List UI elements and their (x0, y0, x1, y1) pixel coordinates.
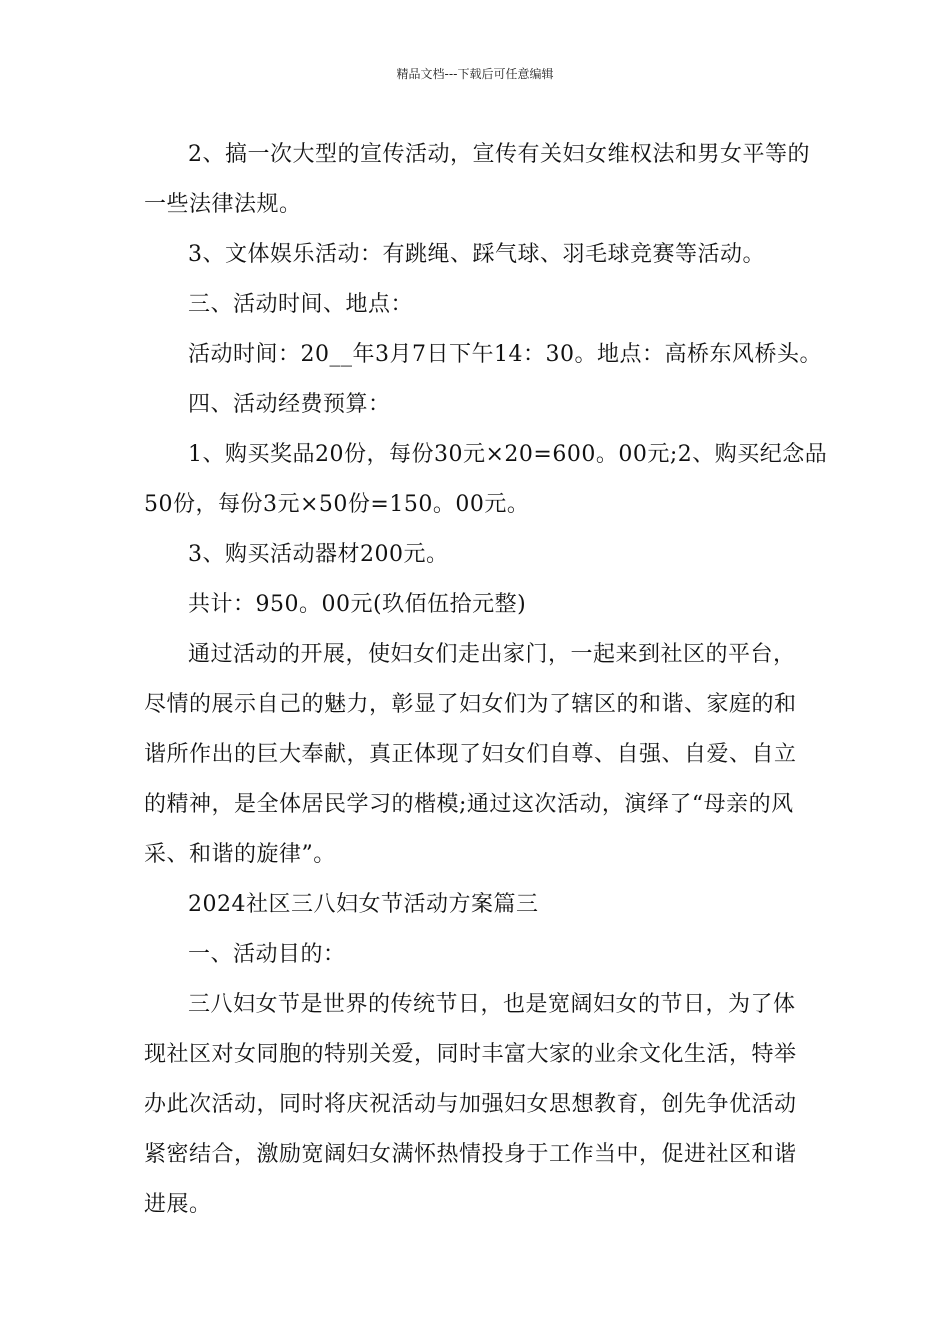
text-line: 紧密结合，激励宽阔妇女满怀热情投身于工作当中，促进社区和谐 (144, 1142, 797, 1167)
section-title-plan-3 (144, 880, 808, 930)
text-line: 三、活动时间、地点： (188, 292, 414, 317)
paragraph-time-place (144, 330, 822, 380)
document-body (144, 130, 828, 1230)
text-line: 的精神，是全体居民学习的楷模;通过这次活动，演绎了“母亲的风 (144, 792, 794, 817)
text-line: 进展。 (144, 1192, 212, 1217)
text-line: 3、文体娱乐活动：有跳绳、踩气球、羽毛球竞赛等活动。 (188, 242, 765, 267)
text-line: 2、搞一次大型的宣传活动，宣传有关妇女维权法和男女平等的 (188, 142, 810, 167)
section-heading-budget (144, 380, 808, 430)
text-line: 三八妇女节是世界的传统节日，也是宽阔妇女的节日，为了体 (188, 992, 796, 1017)
paragraph-summary (144, 630, 808, 880)
text-line: 采、和谐的旋律”。 (144, 842, 336, 867)
text-line: 尽情的展示自己的魅力，彰显了妇女们为了辖区的和谐、家庭的和 (144, 692, 797, 717)
section-heading-time-place (144, 280, 808, 330)
text-line: 四、活动经费预算： (188, 392, 391, 417)
paragraph-budget-equipment (144, 530, 808, 580)
page-header: 精品文档---下载后可任意编辑 (396, 67, 554, 81)
text-line: 1、购买奖品20份，每份30元×20=600。00元;2、购买纪念品 (188, 442, 828, 467)
text-line: 谐所作出的巨大奉献，真正体现了妇女们自尊、自强、自爱、自立 (144, 742, 797, 767)
paragraph-budget-items (144, 430, 828, 530)
paragraph-budget-total (144, 580, 808, 630)
text-line: 办此次活动，同时将庆祝活动与加强妇女思想教育，创先争优活动 (144, 1092, 797, 1117)
text-line: 2024社区三八妇女节活动方案篇三 (188, 892, 539, 917)
text-line: 活动时间：20__年3月7日下午14：30。地点：高桥东风桥头。 (188, 342, 822, 367)
text-line: 50份，每份3元×50份=150。00元。 (144, 492, 530, 517)
text-line: 一些法律法规。 (144, 192, 302, 217)
text-line: 3、购买活动器材200元。 (188, 542, 449, 567)
paragraph-item-3-sports (144, 230, 808, 280)
paragraph-purpose (144, 980, 808, 1230)
text-line: 一、活动目的： (188, 942, 346, 967)
text-line: 现社区对女同胞的特别关爱，同时丰富大家的业余文化生活，特举 (144, 1042, 797, 1067)
section-heading-purpose (144, 930, 808, 980)
text-line: 共计：950。00元(玖佰伍拾元整) (188, 592, 527, 617)
paragraph-item-2-publicity (144, 130, 808, 230)
text-line: 通过活动的开展，使妇女们走出家门，一起来到社区的平台， (188, 642, 796, 667)
